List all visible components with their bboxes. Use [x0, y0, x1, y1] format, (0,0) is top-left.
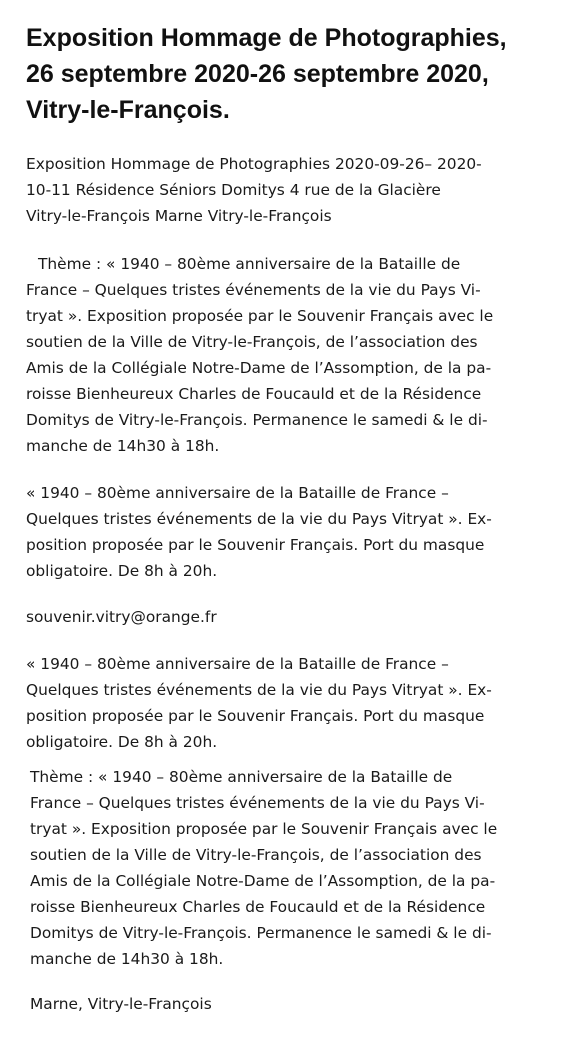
event-theme-repeat	[30, 764, 497, 972]
description-line: position proposée par le Souvenir Français. Port du masque	[26, 536, 485, 554]
title-line: 26 septembre 2020-26 septembre 2020,	[26, 60, 489, 88]
description-line: « 1940 – 80ème anniversaire de la Bataille de France –	[26, 655, 449, 673]
theme-line: tryat ». Exposition proposée par le Souvenir Français avec le	[26, 307, 494, 325]
theme-line: Thème : « 1940 – 80ème anniversaire de la Bataille de	[38, 255, 461, 273]
theme-line: manche de 14h30 à 18h.	[26, 437, 220, 455]
title-line: Vitry-le-François.	[26, 96, 230, 124]
theme-line: Amis de la Collégiale Notre-Dame de l’Assomption, de la pa-	[30, 872, 496, 890]
theme-line: Thème : « 1940 – 80ème anniversaire de la Bataille de	[30, 768, 453, 786]
description-line: position proposée par le Souvenir Français. Port du masque	[26, 707, 485, 725]
description-line: Quelques tristes événements de la vie du Pays Vitryat ». Ex-	[26, 681, 492, 699]
theme-line: tryat ». Exposition proposée par le Souvenir Français avec le	[30, 820, 498, 838]
description-line: Quelques tristes événements de la vie du Pays Vitryat ». Ex-	[26, 510, 492, 528]
event-description-repeat	[26, 651, 492, 755]
event-title	[26, 20, 566, 128]
summary-line: Vitry-le-François Marne Vitry-le-François	[26, 207, 332, 225]
summary-line: Exposition Hommage de Photographies 2020-09-26– 2020-	[26, 155, 482, 173]
theme-line: France – Quelques tristes événements de la vie du Pays Vi-	[30, 794, 485, 812]
theme-line: Domitys de Vitry-le-François. Permanence le samedi & le di-	[30, 924, 492, 942]
event-location	[30, 991, 212, 1017]
theme-line: Amis de la Collégiale Notre-Dame de l’Assomption, de la pa-	[26, 359, 492, 377]
description-line: obligatoire. De 8h à 20h.	[26, 562, 218, 580]
theme-line: soutien de la Ville de Vitry-le-François, de l’association des	[26, 333, 478, 351]
location-text: Marne, Vitry-le-François	[30, 995, 212, 1013]
summary-line: 10-11 Résidence Séniors Domitys 4 rue de la Glacière	[26, 181, 441, 199]
event-description	[26, 480, 492, 584]
description-line: « 1940 – 80ème anniversaire de la Bataille de France –	[26, 484, 449, 502]
description-line: obligatoire. De 8h à 20h.	[26, 733, 218, 751]
theme-line: Domitys de Vitry-le-François. Permanence le samedi & le di-	[26, 411, 488, 429]
theme-line: roisse Bienheureux Charles de Foucauld et de la Résidence	[26, 385, 482, 403]
theme-line: manche de 14h30 à 18h.	[30, 950, 224, 968]
theme-line: soutien de la Ville de Vitry-le-François, de l’association des	[30, 846, 482, 864]
event-theme	[26, 251, 493, 459]
event-summary	[26, 151, 482, 229]
theme-line: roisse Bienheureux Charles de Foucauld et de la Résidence	[30, 898, 486, 916]
contact-email	[26, 604, 217, 630]
theme-line: France – Quelques tristes événements de la vie du Pays Vi-	[26, 281, 481, 299]
title-line: Exposition Hommage de Photographies,	[26, 24, 507, 52]
contact-email-text: souvenir.vitry@orange.fr	[26, 608, 217, 626]
